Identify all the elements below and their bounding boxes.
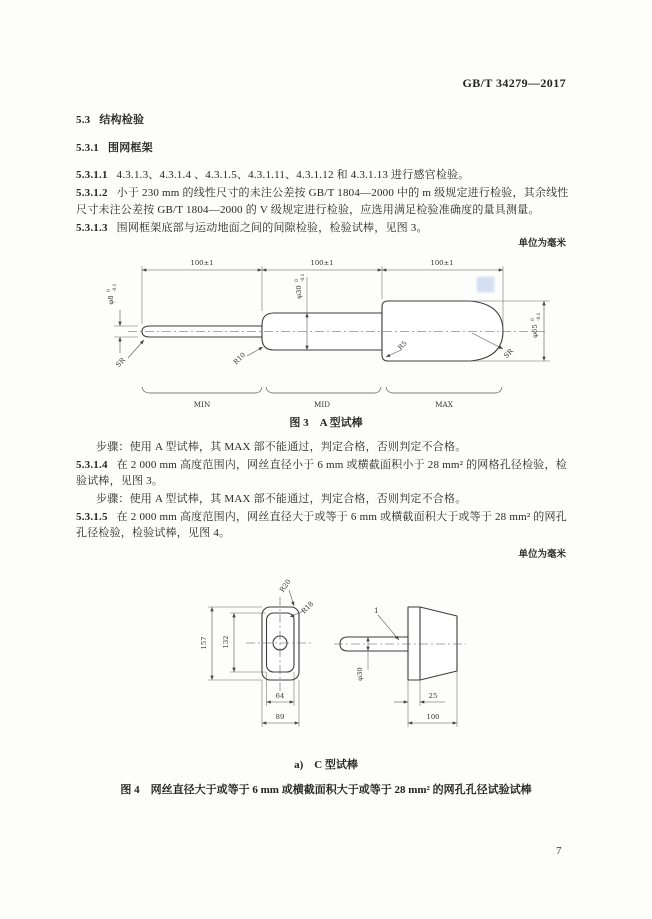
unit-note-2: 单位为毫米 (518, 550, 566, 560)
clause-number: 5.3.1.5 (76, 511, 108, 523)
paragraph-5-3-1-1 (76, 168, 469, 182)
clause-text: 在 2 000 mm 高度范围内，网丝直径小于 6 mm 或横截面积小于 28 mm² 的网格孔径检验，检 (116, 459, 567, 471)
dim-total-length: 100 (426, 713, 440, 721)
radius-label-sr-left: SR (114, 356, 127, 369)
clause-number: 5.3.1.3 (76, 222, 108, 234)
paragraph-5-3-1-4-line2 (76, 474, 163, 488)
figure4-drawing (185, 577, 485, 745)
section-number: 5.3 (76, 114, 91, 126)
dim-inner-width: 64 (275, 692, 285, 700)
dim-inner-height: 132 (222, 635, 230, 649)
clause-text: 尺寸未注公差按 GB/T 1804—2000 的 V 级规定进行检验，应选用满足检验准确度的量具测量。 (76, 204, 540, 216)
clause-text: 验试棒，见图 3。 (76, 475, 164, 487)
dim-length-min: 100±1 (190, 259, 214, 267)
paragraph-5-3-1-5-line2 (76, 526, 230, 540)
radius-label-r18: R18 (299, 599, 316, 616)
standard-number-header: GB/T 34279—2017 (462, 76, 566, 90)
paragraph-5-3-1-4-line1 (76, 458, 567, 472)
step-note-2: 步骤：使用 A 型试棒，其 MAX 部不能通过，判定合格，否则判定不合格。 (96, 493, 467, 505)
clause-text: 在 2 000 mm 高度范围内，网丝直径大于或等于 6 mm 或横截面积大于或等于 28 mm² 的网孔 (116, 511, 567, 523)
side-view-cone (408, 607, 457, 680)
dim-diameter-65: φ65 (531, 324, 539, 338)
section-heading-5-3 (76, 113, 144, 127)
tolerance-lower: -0.1 (113, 283, 118, 292)
tolerance-upper: 0 (295, 279, 300, 282)
section-number: 5.3.1 (76, 142, 99, 154)
tolerance-upper: 0 (531, 318, 536, 321)
dim-diameter-8: φ8 (107, 295, 115, 305)
tolerance-lower: -0.1 (301, 273, 306, 282)
dim-diameter-30: φ30 (295, 285, 303, 299)
radius-label-sr-right: SR (502, 347, 515, 360)
radius-label-r5: R5 (396, 339, 409, 352)
clause-number: 5.3.1.1 (76, 169, 108, 181)
paragraph-5-3-1-2-line2 (76, 203, 540, 217)
rod-max-section (382, 301, 503, 361)
radius-label-r10: R10 (231, 350, 248, 367)
clause-text: 4.3.1.3、4.3.1.4 、4.3.1.5、4.3.1.11、4.3.1.12 和 4.3.1.13 进行感官检验。 (116, 169, 470, 181)
unit-note-1: 单位为毫米 (518, 239, 566, 249)
tolerance-upper: 0 (107, 289, 112, 292)
clause-number: 5.3.1.4 (76, 459, 108, 471)
section-title: 围网框架 (108, 142, 153, 154)
dim-cylinder-length: 25 (428, 692, 438, 700)
figure3-caption: 图 3 A 型试棒 (289, 417, 363, 429)
paragraph-5-3-1-5-line1 (76, 510, 567, 524)
dim-rod-diameter: φ30 (356, 667, 364, 681)
page-number: 7 (556, 845, 562, 857)
clause-text: 围网框架底部与运动地面之间的间隙检验，检验试棒，见图 3。 (116, 222, 428, 234)
zone-label-max: MAX (435, 400, 453, 409)
dim-outer-width: 89 (275, 713, 285, 721)
figure4-caption: 图 4 网丝直径大于或等于 6 mm 或横截面积大于或等于 28 mm² 的网孔孔径试验试棒 (120, 784, 532, 796)
paragraph-5-3-1-2-line1 (76, 186, 568, 200)
tolerance-lower: -0.1 (537, 312, 542, 321)
section-title: 结构检验 (99, 114, 145, 126)
figure4-subcaption: a) C 型试棒 (294, 759, 358, 771)
step-note-1: 步骤：使用 A 型试棒，其 MAX 部不能通过，判定合格，否则判定不合格。 (96, 441, 467, 453)
clause-text: 小于 230 mm 的线性尺寸的未注公差按 GB/T 1804—2000 中的 m 级规定进行检验，其余线性 (116, 187, 569, 199)
section-heading-5-3-1 (76, 141, 153, 155)
dim-outer-height: 157 (200, 636, 208, 650)
paragraph-5-3-1-3 (76, 221, 428, 235)
clause-number: 5.3.1.2 (76, 187, 108, 199)
clause-text: 孔径检验，检验试棒，见图 4。 (76, 527, 231, 539)
part-number-label: 1 (374, 606, 379, 615)
zone-label-mid: MID (314, 400, 330, 409)
dim-length-mid: 100±1 (310, 259, 334, 267)
radius-label-r20: R20 (278, 577, 293, 594)
zone-label-min: MIN (193, 400, 211, 409)
dim-length-max: 100±1 (430, 259, 454, 267)
scan-watermark (476, 276, 495, 293)
